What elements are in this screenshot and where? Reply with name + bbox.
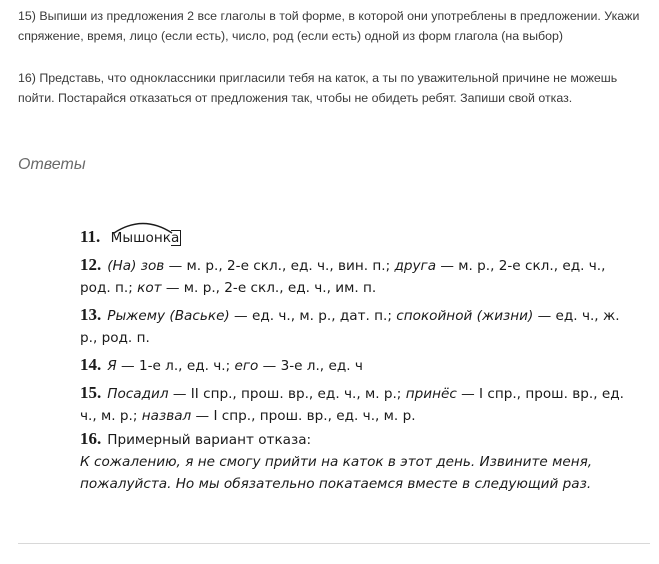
answer-word: спокойной (жизни) xyxy=(396,308,534,324)
answer-text: К сожалению, я не смогу прийти на каток в этот день. Извините меня, пожалуйста. Но мы обязательно покатаемся вместе в следующий раз. xyxy=(80,454,593,492)
answer-word: Посадил xyxy=(107,386,169,402)
task-15-text: 15) Выпиши из предложения 2 все глаголы в той форме, в которой они употреблены в предложении. Укажи спряжение, время, лицо (если есть), число, род (если есть) одной из форм глагола (на выбор) xyxy=(18,9,640,43)
answer-detail: — I спр., прош. вр., ед. ч., м. р. xyxy=(191,408,416,424)
morpheme-word xyxy=(111,227,182,249)
answer-number: 15. xyxy=(80,383,102,402)
answer-detail: — I спр., прош. вр., ед. ч., м. р.; xyxy=(80,386,624,424)
bottom-divider xyxy=(18,543,650,544)
answer-detail: — 3-е л., ед. ч xyxy=(258,358,363,374)
answer-detail: — 1-е л., ед. ч.; xyxy=(116,358,235,374)
answer-detail: — ед. ч., м. р., дат. п.; xyxy=(229,308,397,324)
answer-number: 14. xyxy=(80,355,102,374)
answer-detail: — м. р., 2-е скл., ед. ч., вин. п.; xyxy=(164,258,395,274)
answer-word: друга xyxy=(394,258,437,274)
word-root: Мышонк xyxy=(110,230,171,246)
answers-heading: Ответы xyxy=(18,156,86,173)
answer-word: принёс xyxy=(405,386,457,402)
answer-detail: — м. р., 2-е скл., ед. ч., им. п. xyxy=(161,280,377,296)
answer-13 xyxy=(80,304,640,349)
answer-word: его xyxy=(234,358,259,374)
root-arc-icon xyxy=(112,220,174,234)
answer-label: Примерный вариант отказа: xyxy=(107,432,312,448)
answer-12 xyxy=(80,254,640,299)
answer-number: 11. xyxy=(80,227,101,246)
answer-number: 12. xyxy=(80,255,102,274)
answer-detail: — II спр., прош. вр., ед. ч., м. р.; xyxy=(168,386,406,402)
answer-word: Я xyxy=(107,358,117,374)
answer-11 xyxy=(80,226,640,249)
answer-number: 13. xyxy=(80,305,102,324)
answer-detail: — м. р., 2-е скл., ед. ч., род. п.; xyxy=(80,258,606,296)
word-ending: а xyxy=(170,230,180,246)
answer-word: Рыжему (Ваське) xyxy=(107,308,230,324)
answer-word: (На) зов xyxy=(107,258,165,274)
answer-number: 16. xyxy=(80,429,102,448)
answer-word: назвал xyxy=(141,408,192,424)
answer-16 xyxy=(80,428,640,495)
answer-15 xyxy=(80,382,640,427)
answer-word: кот xyxy=(137,280,162,296)
task-16-text: 16) Представь, что одноклассники пригласили тебя на каток, а ты по уважительной причине не можешь пойти. Постарайся отказаться от предложения так, чтобы не обидеть ребят. Запиши свой отказ. xyxy=(18,71,618,105)
answer-14 xyxy=(80,354,640,377)
answer-detail: — ед. ч., ж. р., род. п. xyxy=(80,308,620,346)
